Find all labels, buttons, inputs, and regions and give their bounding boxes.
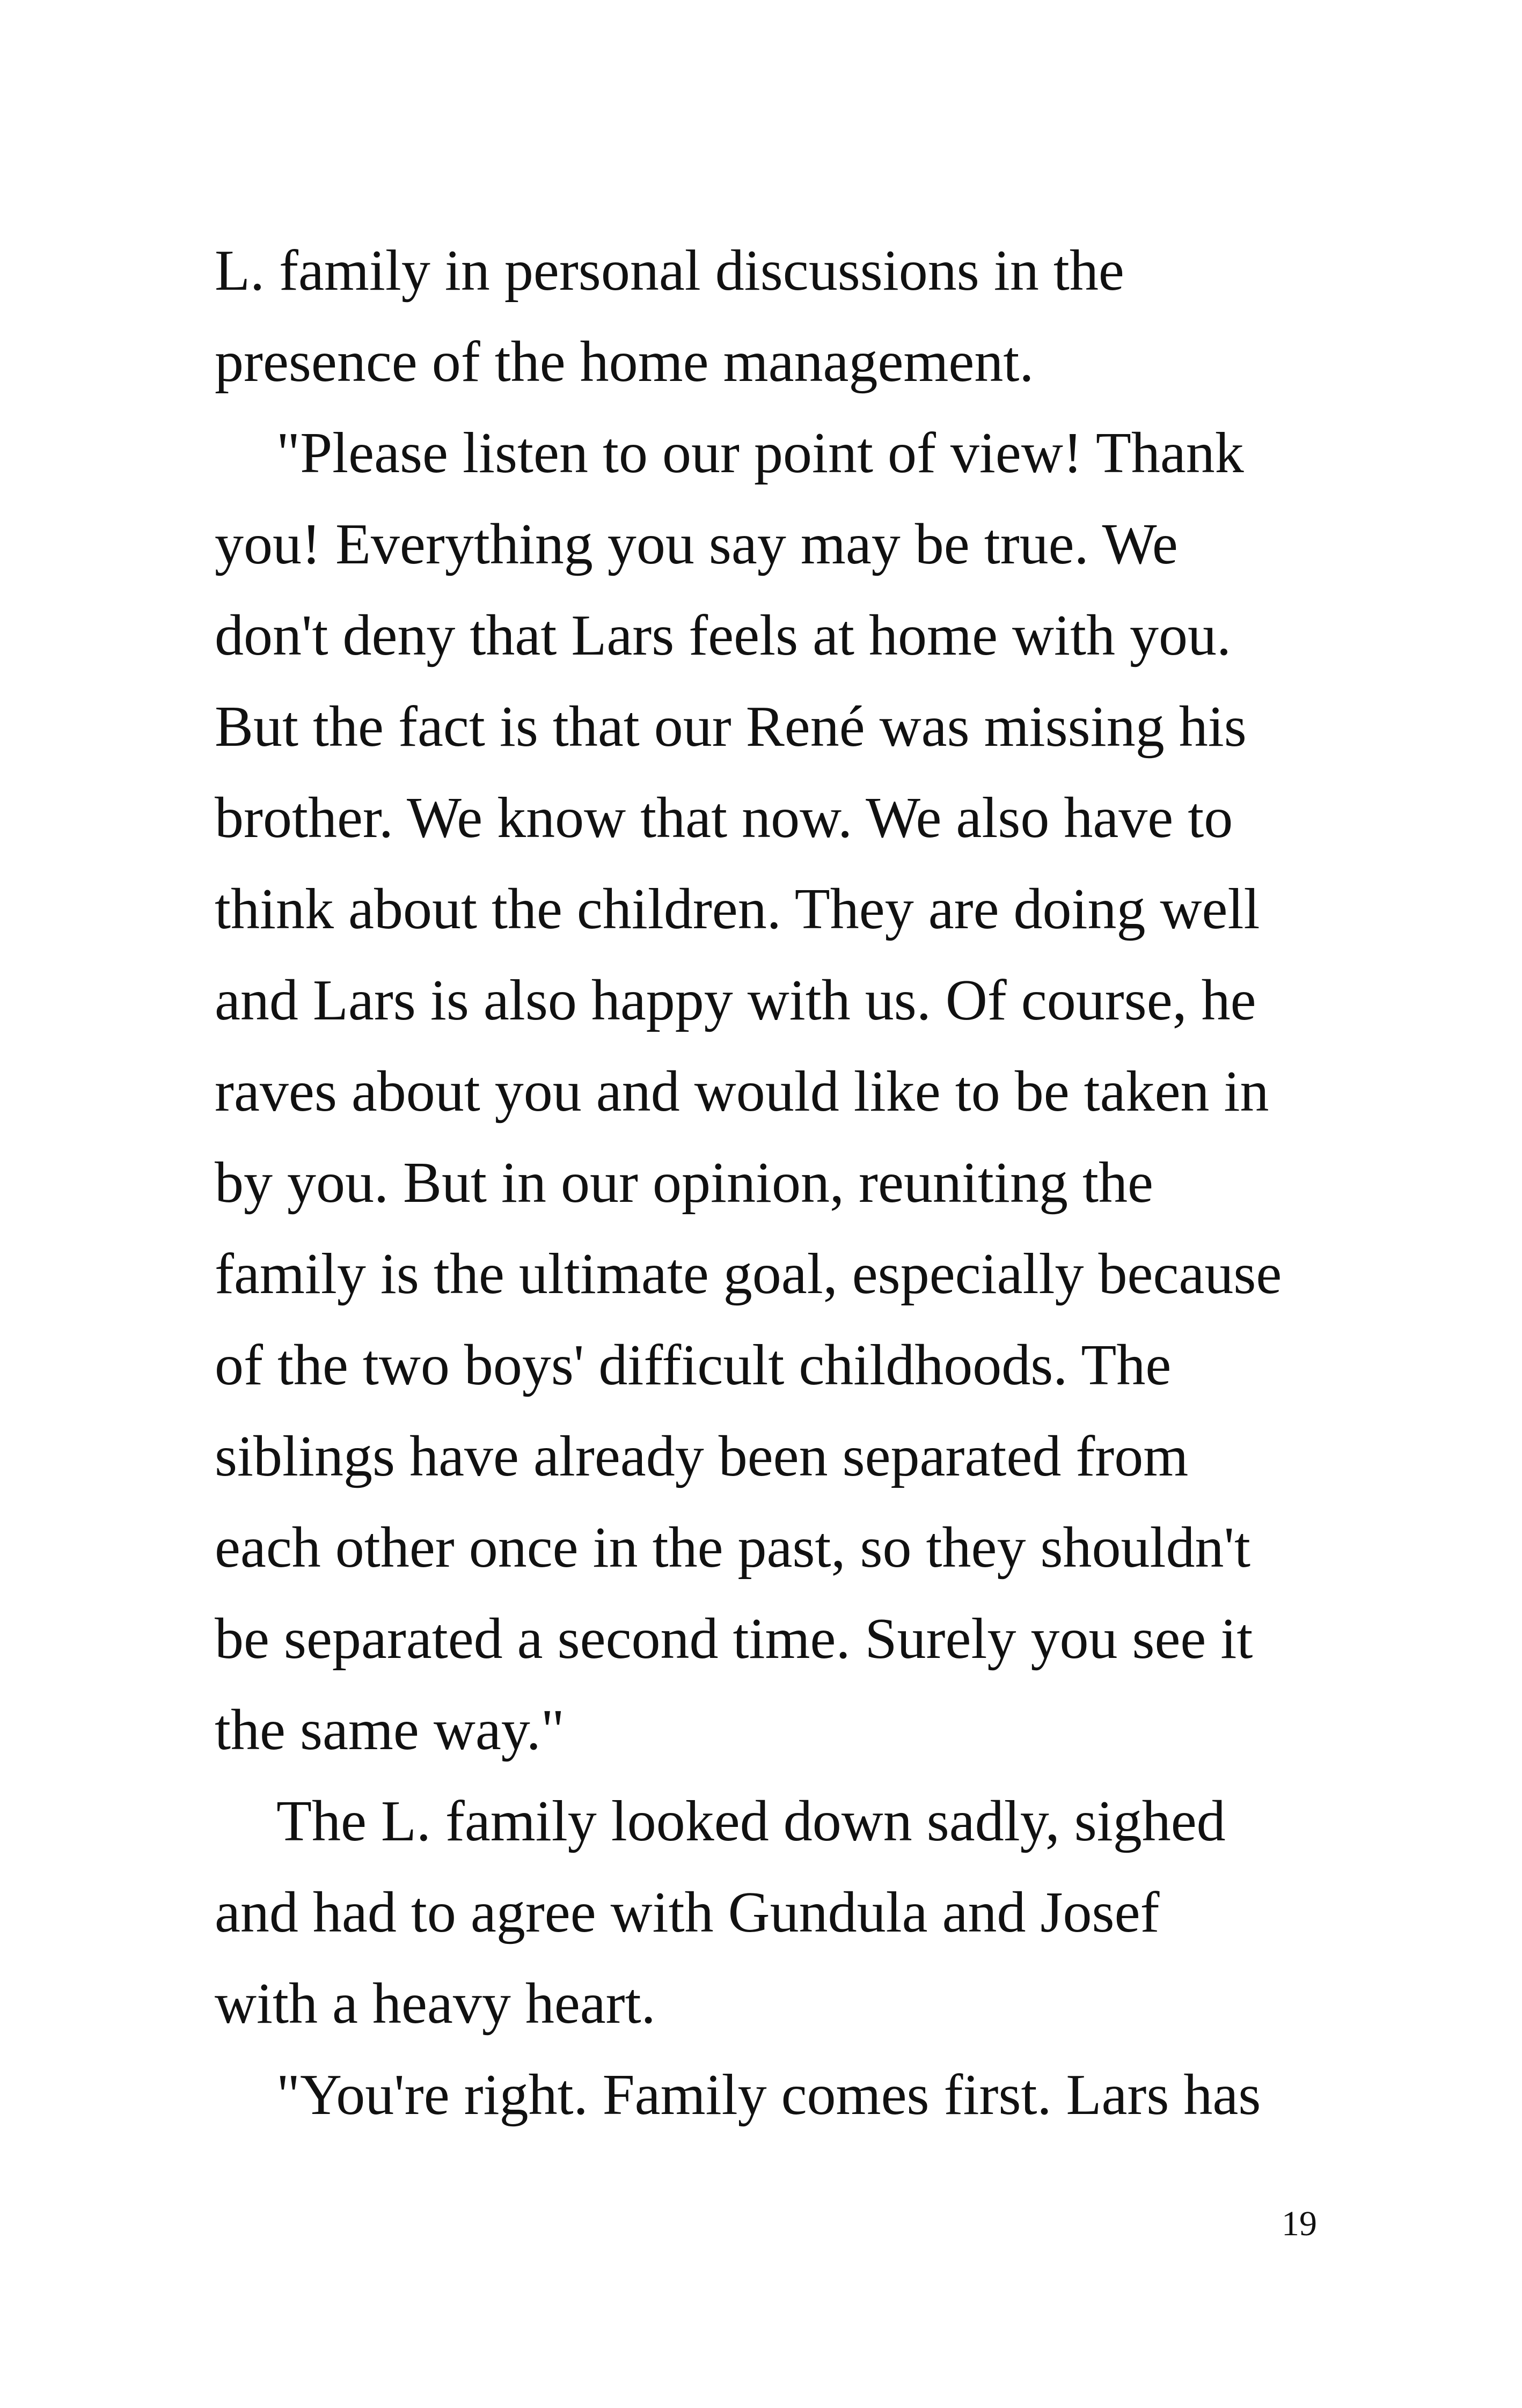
text-line: presence of the home management. <box>215 330 1034 394</box>
text-line: siblings have already been separated from <box>215 1425 1189 1488</box>
body-text <box>215 225 1320 2141</box>
text-line: don't deny that Lars feels at home with you. <box>215 604 1232 667</box>
text-line: L. family in personal discussions in the <box>215 239 1124 303</box>
text-line: "Please listen to our point of view! Thank <box>276 421 1244 485</box>
text-line: with a heavy heart. <box>215 1972 656 2036</box>
text-line: be separated a second time. Surely you see it <box>215 1607 1253 1671</box>
text-line: of the two boys' difficult childhoods. The <box>215 1333 1172 1397</box>
text-line: raves about you and would like to be taken in <box>215 1060 1269 1124</box>
text-line: family is the ultimate goal, especially because <box>215 1242 1282 1306</box>
text-line: you! Everything you say may be true. We <box>215 512 1178 576</box>
text-line: and had to agree with Gundula and Josef <box>215 1881 1160 1944</box>
text-line: think about the children. They are doing well <box>215 877 1260 941</box>
text-line: The L. family looked down sadly, sighed <box>276 1789 1226 1853</box>
text-line: and Lars is also happy with us. Of course, he <box>215 968 1256 1032</box>
text-line: But the fact is that our René was missing his <box>215 695 1247 759</box>
page-number: 19 <box>1282 2204 1317 2243</box>
text-line: by you. But in our opinion, reuniting the <box>215 1151 1153 1215</box>
text-line: "You're right. Family comes first. Lars has <box>276 2063 1261 2127</box>
text-line: each other once in the past, so they shouldn't <box>215 1516 1250 1580</box>
text-line: the same way." <box>215 1698 565 1762</box>
text-line: brother. We know that now. We also have to <box>215 786 1233 850</box>
